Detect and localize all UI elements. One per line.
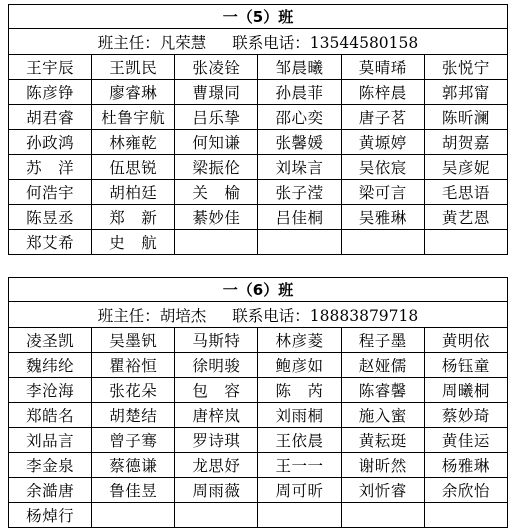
student-name-cell: 李金泉 [9, 453, 92, 478]
student-row [9, 453, 508, 478]
student-name-cell: 王依晨 [258, 428, 341, 453]
student-name-cell: 刘品言 [9, 428, 92, 453]
student-name-cell: 黄明依 [424, 328, 507, 353]
teacher-label: 班主任： [97, 33, 160, 52]
phone-label: 联系电话： [232, 306, 310, 325]
student-name-cell: 邵心奕 [258, 105, 341, 130]
empty-cell [175, 230, 258, 255]
student-name-cell: 王一一 [258, 453, 341, 478]
student-name-cell: 梁可言 [341, 180, 424, 205]
student-name-cell: 苏 洋 [9, 155, 92, 180]
student-name-cell: 吕佳桐 [258, 205, 341, 230]
student-name-cell: 黄塬婷 [341, 130, 424, 155]
class-roster-table [8, 4, 508, 255]
student-name-cell: 张馨媛 [258, 130, 341, 155]
student-name-cell: 胡贺嘉 [424, 130, 507, 155]
student-name-cell: 瞿裕恒 [92, 353, 175, 378]
student-name-cell: 刘忻睿 [341, 478, 424, 503]
student-name-cell: 吴彦妮 [424, 155, 507, 180]
student-row [9, 503, 508, 528]
student-name-cell: 凌圣凯 [9, 328, 92, 353]
student-name-cell: 郭邦甯 [424, 80, 507, 105]
student-name-cell: 赵娅儒 [341, 353, 424, 378]
student-name-cell: 蔡妙琦 [424, 403, 507, 428]
student-name-cell: 张花朵 [92, 378, 175, 403]
empty-cell [341, 503, 424, 528]
student-name-cell: 伍思锐 [92, 155, 175, 180]
student-name-cell: 曾子骞 [92, 428, 175, 453]
empty-cell [92, 503, 175, 528]
student-name-cell: 张凌铨 [175, 55, 258, 80]
phone-number: 18883879718 [309, 306, 419, 325]
student-name-cell: 杨雅琳 [424, 453, 507, 478]
student-name-cell: 包 容 [175, 378, 258, 403]
student-name-cell: 胡楚结 [92, 403, 175, 428]
empty-cell [424, 230, 507, 255]
student-row [9, 80, 508, 105]
teacher-name: 胡培杰 [159, 306, 207, 325]
class-title-row [9, 5, 508, 29]
student-name-cell: 莫晴琋 [341, 55, 424, 80]
empty-cell [175, 503, 258, 528]
student-name-cell: 陈彦铮 [9, 80, 92, 105]
teacher-info-row [9, 302, 508, 328]
student-row [9, 155, 508, 180]
student-name-cell: 林雍乾 [92, 130, 175, 155]
student-name-cell: 吴墨钒 [92, 328, 175, 353]
student-name-cell: 綦妙佳 [175, 205, 258, 230]
student-name-cell: 何知谦 [175, 130, 258, 155]
student-name-cell: 廖睿琳 [92, 80, 175, 105]
student-name-cell: 曹璟同 [175, 80, 258, 105]
student-row [9, 55, 508, 80]
student-name-cell: 龙思妤 [175, 453, 258, 478]
student-name-cell: 孙晨菲 [258, 80, 341, 105]
student-name-cell: 郑艾希 [9, 230, 92, 255]
student-name-cell: 张悦宁 [424, 55, 507, 80]
student-name-cell: 周曦桐 [424, 378, 507, 403]
student-name-cell: 陈 芮 [258, 378, 341, 403]
empty-cell [258, 503, 341, 528]
student-row [9, 180, 508, 205]
student-row [9, 428, 508, 453]
student-name-cell: 何浩宇 [9, 180, 92, 205]
student-name-cell: 蔡德谦 [92, 453, 175, 478]
student-name-cell: 唐梓岚 [175, 403, 258, 428]
student-name-cell: 魏纬纶 [9, 353, 92, 378]
phone-label: 联系电话： [232, 33, 310, 52]
student-name-cell: 陈睿馨 [341, 378, 424, 403]
student-name-cell: 施入蜜 [341, 403, 424, 428]
teacher-label: 班主任： [97, 306, 160, 325]
student-row [9, 378, 508, 403]
student-name-cell: 余澔唐 [9, 478, 92, 503]
student-row [9, 328, 508, 353]
teacher-info-row [9, 29, 508, 55]
student-name-cell: 周可昕 [258, 478, 341, 503]
empty-cell [258, 230, 341, 255]
student-name-cell: 鲍彦如 [258, 353, 341, 378]
student-row [9, 230, 508, 255]
student-name-cell: 陈昱丞 [9, 205, 92, 230]
student-name-cell: 杨钰童 [424, 353, 507, 378]
student-name-cell: 吴依宸 [341, 155, 424, 180]
student-name-cell: 马斯特 [175, 328, 258, 353]
student-row [9, 105, 508, 130]
student-name-cell: 毛思语 [424, 180, 507, 205]
class-roster-table [8, 277, 508, 528]
student-name-cell: 梁振伦 [175, 155, 258, 180]
student-name-cell: 鲁佳昱 [92, 478, 175, 503]
teacher-info [9, 29, 508, 55]
student-name-cell: 王宇辰 [9, 55, 92, 80]
student-name-cell: 程子墨 [341, 328, 424, 353]
student-row [9, 205, 508, 230]
student-name-cell: 陈昕澜 [424, 105, 507, 130]
student-name-cell: 李沧海 [9, 378, 92, 403]
empty-cell [424, 503, 507, 528]
student-row [9, 130, 508, 155]
student-name-cell: 罗诗琪 [175, 428, 258, 453]
student-name-cell: 吕乐挚 [175, 105, 258, 130]
student-name-cell: 余欣怡 [424, 478, 507, 503]
student-name-cell: 孙政鸿 [9, 130, 92, 155]
student-name-cell: 郑 新 [92, 205, 175, 230]
teacher-info [9, 302, 508, 328]
phone-number: 13544580158 [309, 33, 419, 52]
student-name-cell: 吴雅琳 [341, 205, 424, 230]
class-title: 一（5）班 [9, 5, 508, 29]
student-name-cell: 王凯民 [92, 55, 175, 80]
student-name-cell: 黄佳运 [424, 428, 507, 453]
student-name-cell: 杨焯行 [9, 503, 92, 528]
teacher-name: 凡荣慧 [159, 33, 207, 52]
student-name-cell: 杜鲁宇航 [92, 105, 175, 130]
student-name-cell: 张子滢 [258, 180, 341, 205]
student-name-cell: 林彦菱 [258, 328, 341, 353]
class-title-row [9, 278, 508, 302]
student-name-cell: 陈梓晨 [341, 80, 424, 105]
student-name-cell: 胡柏廷 [92, 180, 175, 205]
empty-cell [341, 230, 424, 255]
student-name-cell: 史 航 [92, 230, 175, 255]
student-name-cell: 黄艺恩 [424, 205, 507, 230]
student-name-cell: 唐子茗 [341, 105, 424, 130]
student-row [9, 403, 508, 428]
student-name-cell: 郑皓名 [9, 403, 92, 428]
class-title: 一（6）班 [9, 278, 508, 302]
student-name-cell: 胡君睿 [9, 105, 92, 130]
student-name-cell: 周雨薇 [175, 478, 258, 503]
student-name-cell: 关 榆 [175, 180, 258, 205]
student-name-cell: 刘雨桐 [258, 403, 341, 428]
student-name-cell: 徐明骏 [175, 353, 258, 378]
student-row [9, 353, 508, 378]
student-name-cell: 邹晨曦 [258, 55, 341, 80]
student-name-cell: 谢昕然 [341, 453, 424, 478]
student-row [9, 478, 508, 503]
student-name-cell: 黄耘珽 [341, 428, 424, 453]
student-name-cell: 刘垛言 [258, 155, 341, 180]
